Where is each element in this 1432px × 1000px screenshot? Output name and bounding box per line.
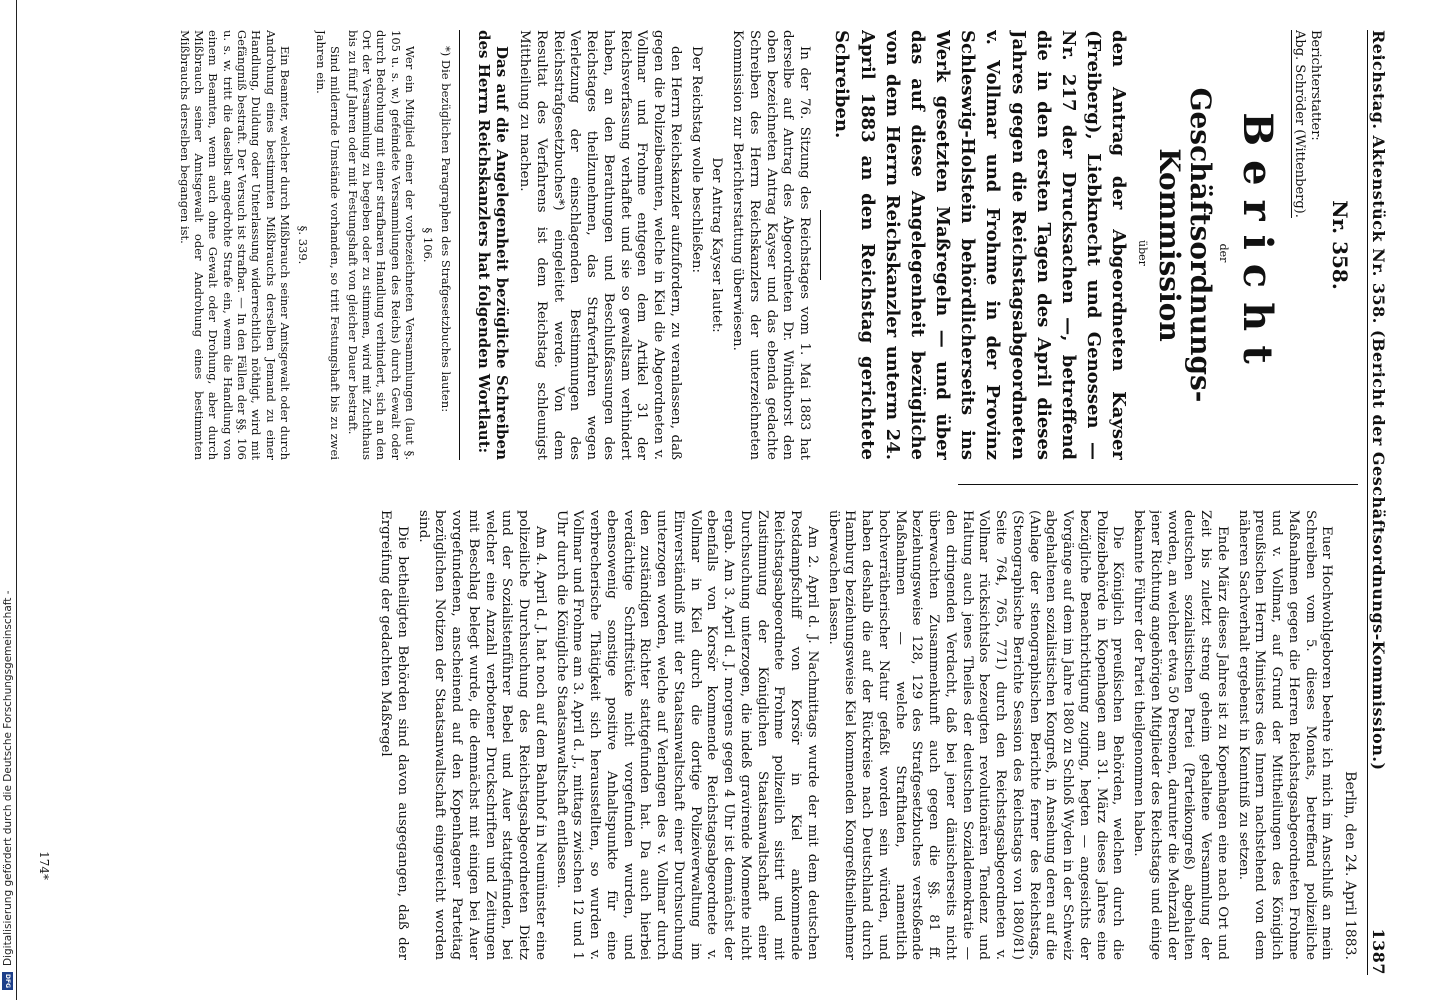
letter-date: Berlin, den 24. April 1883. bbox=[1342, 771, 1358, 960]
commission-title: Geschäftsordnungs-Kommission bbox=[1152, 87, 1217, 403]
footnote bbox=[177, 30, 460, 460]
section-number: §. 339. bbox=[295, 225, 310, 265]
section-number: § 106. bbox=[420, 227, 435, 263]
paragraph: Euer Hochwohlgeboren beehre ich mich im Anschluß an mein Schreiben vom 5. dieses Monats, betreffend polizeiliche Maßnahmen gegen die Herren Reichstagsabgeordneten Frohme und v. Vollmar, auf Grund der Mittheilungen des Königlich preußischen Herrn Ministers des Innern nachstehend von dem näheren Sachverhalt ergebenst in Kenntniß zu setzen. bbox=[1235, 510, 1335, 960]
report-title: Bericht bbox=[1234, 112, 1282, 378]
right-column bbox=[58, 510, 1358, 960]
footnote-text: Wer ein Mitglied einer der vorbezeichneten Versammlungen (laut §. 105 u. s. w.) gefeindete Versammlungen des Reichs) durch Gewalt oder durch Bedrohung mit einer strafbaren Handlung verhindert, sich an den Ort der Versammlung zu begeben oder zu stimmen, wird mit Zuchthaus bis zu fünf Jahren oder mit Festungshaft von gleicher Dauer bestraft. bbox=[345, 30, 418, 460]
paragraph: Am 4. April d. J. hat noch auf dem Bahnhof in Neumünster eine polizeiliche Durchsuchung des Reichstagsabgeordneten Dietz und der Sozialistenführer Bebel und Auer stattgefunden, bei welcher eine Anzahl verbotener Druckschriften und Zeitungen mit Beschlag belegt wurde, die demnächst mit einigen bei Auer vorgefundenen, anscheinend auf den Kopenhagener Parteitag bezüglichen Notizen der Staatsanwaltschaft eingereicht worden sind. bbox=[415, 510, 548, 960]
dfg-logo-icon: DFG bbox=[4, 973, 11, 988]
paragraph: Die Königlich preußischen Behörden, welchen durch die Polizeibehörde in Kopenhagen am 31. März dieses Jahres eine bezügliche Benachrichtigung zuging, hegten — angesichts der Vorgänge auf dem im Jahre 1880 zu Schloß Wyden in der Schweiz abgehaltenen sozialistischen Kongreß, in Ansehung deren auf die (Anlage der stenographischen Berichte ferner des Reichstags, (Stenographische Berichte Session des Reichstags von 1880/81) Seite 764, 765, 771) durch den Reichstagsabgeordneten v. Vollmar rücksichtslos bezeugten revolutionären Tendenz und Haltung auch jenes Theiles der deutschen Sozialdemokratie — den dringenden Verdacht, daß bei jener dänischerseits nicht überwachten Zusammenkunft auch gegen die §§. 81 ff. beziehungsweise 128, 129 des Strafgesetzbuches verstoßende Maßnahmen — welche Strafthaten, namentlich hochverrätherischer Natur gefaßt worden sein würden, und haben deshalb die auf der Rückreise nach Deutschland durch Hamburg beziehungsweise Kiel kommenden Kongreßtheilnehmer überwachen lassen. bbox=[825, 510, 1126, 960]
separator-rule bbox=[820, 210, 821, 280]
sheet-signature: 174* bbox=[37, 851, 51, 880]
paragraph: Das auf die Angelegenheit bezügliche Schreiben des Herrn Reichskanzlers hat folgenden Wortlaut: bbox=[474, 30, 512, 460]
column-divider bbox=[958, 484, 1358, 485]
footnote-text: Ein Beamter, welcher durch Mißbrauch seiner Amtsgewalt oder durch Androhung eines bestimmten Mißbrauchs derselben Jemand zu einer Handlung, Duldung oder Unterlassung widerrechtlich nöthigt, wird mit Gefängniß bestraft. Der Versuch ist strafbar. — In den Fällen der §§. 106 u. s. w. tritt die daselbst angedrohte Strafe ein, wenn die Handlung von einem Beamten, wenn auch ohne Gewalt oder Drohung, aber durch Mißbrauch seiner Amtsgewalt oder Androhung eines bestimmten Mißbrauchs derselben begangen ist. bbox=[177, 30, 293, 460]
digitization-sidebar bbox=[0, 0, 17, 1000]
footnote-text: Sind mildernde Umstände vorhanden, so tritt Festungshaft bis zu zwei Jahren ein. bbox=[313, 30, 343, 460]
ueber-label: über bbox=[1136, 240, 1150, 266]
digitization-credit: Digitalisierung gefördert durch die Deutsche Forschungsgemeinschaft - bbox=[2, 590, 14, 966]
paragraph: Ende März dieses Jahres ist zu Kopenhagen eine nach Ort und Zeit bis zuletzt streng geheim gehaltene Versammlung der deutschen sozialistischen Partei (Parteikongreß) abgehalten worden, an welcher etwa 50 Personen, darunter die Mehrzahl der jener Richtung angehörigen Mitglieder des Reichstags und einige bekannte Führer der Partei theilgenommen haben. bbox=[1131, 510, 1230, 960]
rapporteur-label: Berichterstatter: bbox=[1308, 30, 1323, 141]
article-der: der bbox=[1217, 243, 1231, 263]
report-subject: den Antrag der Abgeordneten Kayser (Freiberg), Liebknecht und Genossen — Nr. 217 der Drucksachen —, betreffend die in den ersten Tagen des April dieses Jahres gegen die Reichstagsabgeordneten v. Vollmar und Frohme in der Provinz Schleswig-Holstein behördlicherseits ins Werk gesetzten Maßregeln — und über das auf diese Angelegenheit bezügliche von dem Herrn Reichskanzler unterm 24. April 1883 an den Reichstag gerichtete Schreiben. bbox=[831, 30, 1130, 460]
scanned-page-viewport bbox=[18, 0, 1432, 1000]
page-number: 1387 bbox=[1369, 928, 1388, 975]
left-column bbox=[58, 30, 1358, 460]
document-number: Nr. 358. bbox=[1328, 200, 1352, 290]
paragraph: Der Antrag Kayser lautet: bbox=[709, 157, 725, 333]
page-header bbox=[1367, 30, 1408, 975]
paragraph: Die betheiligten Behörden sind davon ausgegangen, daß der Ergreifung der gedachten Maßregel bbox=[378, 510, 410, 960]
paragraph: In der 76. Sitzung des Reichstages vom 1. Mai 1883 hat derselbe auf Antrag des Abgeordneten Dr. Windthorst den oben bezeichneten Antrag Kayser und das ebenda gedachte Schreiben des Herrn Reichskanzlers der unterzeichneten Kommission zur Berichterstattung überwiesen. bbox=[730, 30, 813, 460]
paragraph: Am 2. April d. J. Nachmittags wurde der mit dem deutschen Postdampfschiff von Korsör in Kiel ankommende Reichstagsabgeordnete Frohme polizeilich sistirt und mit Zustimmung der Königlichen Staatsanwaltschaft einer Durchsuchung unterzogen, die indeß gravirende Momente nicht ergab. Am 3. April d. J. morgens gegen 4 Uhr ist demnächst der ebenfalls von Korsör kommende Reichstagsabgeordnete v. Vollmar in Kiel durch die dortige Polizeiverwaltung im Einverständniß mit der Staatsanwaltschaft einer Durchsuchung unterzogen worden, welche auf Verlangen des v. Vollmar durch den zuständigen Richter stattgefunden hat. Da auch hierbei verdächtige Schriftstücke nicht vorgefunden wurden, und ebensowenig sonstige positive Anhaltspunkte für eine verbrecherische Thätigkeit sich herausstellten, so wurden v. Vollmar und Frohme am 3. April d. J., mittags zwischen 12 und 1 Uhr durch die Königliche Staatsanwaltschaft entlassen. bbox=[553, 510, 820, 960]
rapporteur-name: Abg. Schröder (Wittenberg). bbox=[1291, 30, 1307, 218]
footnote-intro: *) Die bezüglichen Paragraphen des Strafgesetzbuches lauten: bbox=[438, 46, 453, 413]
paragraph: Der Reichstag wolle beschließen: bbox=[688, 46, 704, 274]
motion-text: den Herrn Reichskanzler aufzufordern, zu veranlassen, daß gegen die Polizeibeamten, welche in Kiel die Abgeordneten v. Vollmar und Frohme entgegen dem Artikel 31 der Reichsverfassung verhaftet und sie so gewaltsam verhindert haben, an den Berathungen und Beschlußfassungen des Reichstages theilzunehmen, das Strafverfahren wegen Verletzung der einschlagenden Bestimmungen des Reichsstrafgesetzbuches*) eingeleitet werde. Von dem Resultat des Verfahrens ist dem Reichstag schleunigst Mittheilung zu machen. bbox=[517, 30, 683, 460]
document-page bbox=[18, 0, 1418, 1000]
running-head: Reichstag. Aktenstück Nr. 358. (Bericht der Geschäftsordnungs-Kommission.) bbox=[1369, 30, 1388, 771]
